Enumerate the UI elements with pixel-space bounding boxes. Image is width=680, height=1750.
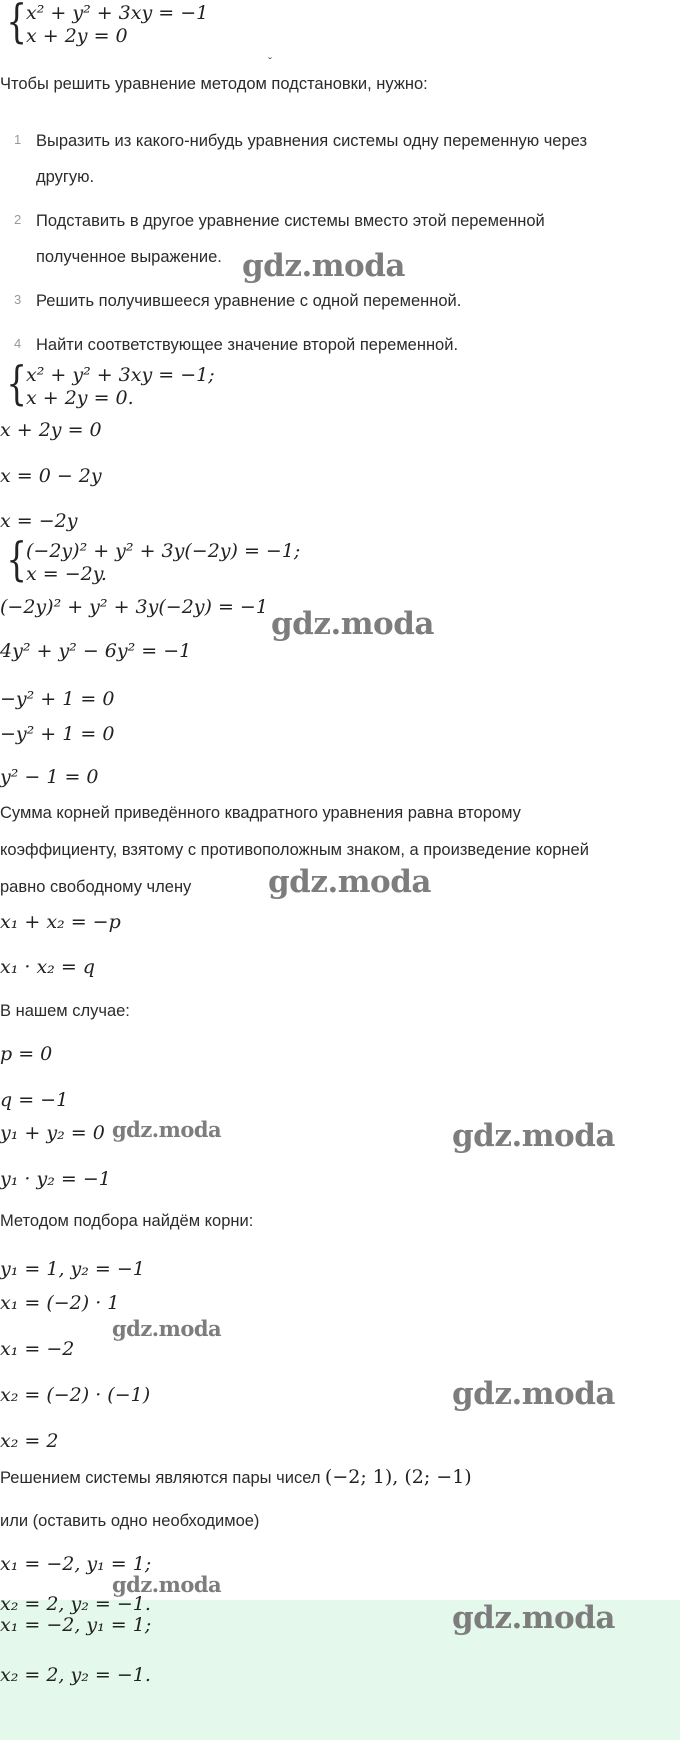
watermark-logo: gdz.moda	[452, 1118, 615, 1154]
equation: x₁ = −2	[0, 1338, 75, 1360]
answer-line: x₂ = 2, y₂ = −1.	[0, 1593, 151, 1615]
equation: x₂ = 2	[0, 1430, 59, 1452]
system-line: x = −2y.	[26, 563, 107, 585]
equation: x₁ + x₂ = −p	[0, 911, 121, 933]
intro-text: Чтобы решить уравнение методом подстановки, нужно:	[0, 75, 428, 93]
equation: x₁ = (−2) · 1	[0, 1292, 120, 1314]
equation: y₁ + y₂ = 0	[0, 1122, 105, 1144]
watermark-logo: gdz.moda	[271, 606, 434, 642]
watermark-logo: gdz.moda	[112, 1572, 222, 1597]
solution-line	[0, 1466, 472, 1488]
answer-line: x₁ = −2, y₁ = 1;	[0, 1553, 152, 1575]
solution-text: Решением системы являются пары чисел	[0, 1469, 321, 1487]
case-text: В нашем случае:	[0, 1002, 130, 1020]
system-brace: {	[6, 0, 27, 48]
list-number: 3	[14, 292, 22, 307]
list-text: Решить получившееся уравнение с одной переменной.	[36, 292, 462, 310]
watermark-logo: gdz.moda	[112, 1316, 222, 1341]
watermark-logo: gdz.moda	[242, 248, 405, 284]
list-text: другую.	[36, 168, 95, 186]
equation: x = −2y	[0, 510, 78, 532]
list-number: 4	[14, 336, 22, 351]
paragraph-line: коэффициенту, взятому с противоположным знаком, а произведение корней	[0, 841, 589, 859]
paragraph-line: равно свободному члену	[0, 878, 192, 896]
system-brace: {	[6, 532, 27, 586]
selection-text: Методом подбора найдём корни:	[0, 1212, 254, 1230]
answer-line-highlighted: x₁ = −2, y₁ = 1;	[0, 1614, 152, 1636]
watermark-logo: gdz.moda	[268, 864, 431, 900]
list-text: Найти соответствующее значение второй переменной.	[36, 336, 459, 354]
equation: y₁ = 1, y₂ = −1	[0, 1258, 145, 1280]
system-line: x² + y² + 3xy = −1	[26, 2, 209, 24]
paragraph-line: Сумма корней приведённого квадратного уравнения равна второму	[0, 804, 521, 822]
system-line: x + 2y = 0.	[26, 387, 134, 409]
equation: x = 0 − 2y	[0, 465, 102, 487]
list-text: Выразить из какого-нибудь уравнения системы одну переменную через	[36, 132, 588, 150]
or-text: или (оставить одно необходимое)	[0, 1512, 260, 1530]
list-number: 1	[14, 132, 22, 147]
equation: q = −1	[0, 1089, 69, 1111]
system-brace: {	[6, 356, 27, 410]
equation: x₁ · x₂ = q	[0, 956, 95, 978]
equation: 4y² + y² − 6y² = −1	[0, 640, 192, 662]
system-line: x + 2y = 0	[26, 25, 128, 47]
equation: (−2y)² + y² + 3y(−2y) = −1	[0, 596, 268, 618]
list-number: 2	[14, 212, 22, 227]
equation: y₁ · y₂ = −1	[0, 1168, 111, 1190]
answer-line-highlighted: x₂ = 2, y₂ = −1.	[0, 1664, 151, 1686]
watermark-logo: gdz.moda	[452, 1376, 615, 1412]
equation: y² − 1 = 0	[0, 766, 99, 788]
caret-mark: ˇ	[268, 55, 272, 69]
watermark-logo: gdz.moda	[112, 1117, 222, 1142]
system-line: x² + y² + 3xy = −1;	[26, 364, 215, 386]
equation: x₂ = (−2) · (−1)	[0, 1384, 151, 1406]
solution-pairs: (−2; 1), (2; −1)	[324, 1466, 472, 1488]
list-text: Подставить в другое уравнение системы вместо этой переменной	[36, 212, 545, 230]
equation: −y² + 1 = 0	[0, 723, 115, 745]
system-line: (−2y)² + y² + 3y(−2y) = −1;	[26, 540, 301, 562]
list-text: полученное выражение.	[36, 248, 222, 266]
equation: −y² + 1 = 0	[0, 688, 115, 710]
equation: x + 2y = 0	[0, 419, 102, 441]
watermark-logo: gdz.moda	[452, 1600, 615, 1636]
equation: p = 0	[0, 1043, 53, 1065]
